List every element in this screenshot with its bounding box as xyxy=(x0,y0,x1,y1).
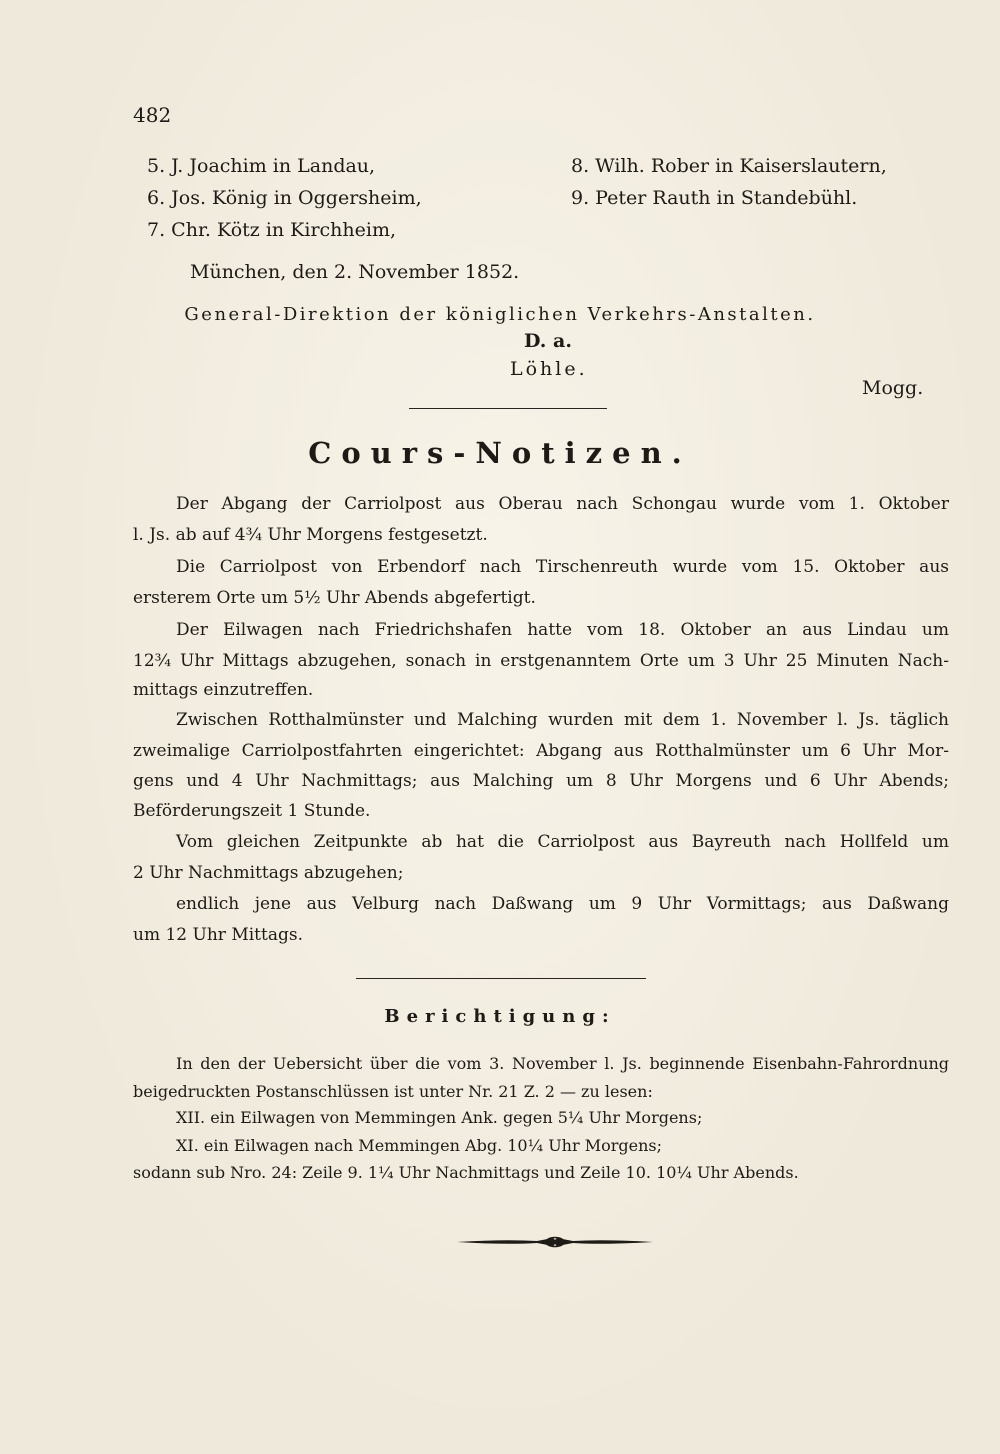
name-item-8: 8. Wilh. Rober in Kaiserslautern, xyxy=(571,155,887,177)
notice-line: Der Abgang der Carriolpost aus Oberau nach Schongau wurde vom 1. Oktober xyxy=(176,494,949,514)
name-item-7: 7. Chr. Kötz in Kirchheim, xyxy=(147,219,397,241)
notice-line: Die Carriolpost von Erbendorf nach Tirschenreuth wurde vom 15. Oktober aus xyxy=(176,557,949,577)
name-item-9: 9. Peter Rauth in Standebühl. xyxy=(571,187,858,209)
notice-line: 12¾ Uhr Mittags abzugehen, sonach in erstgenanntem Orte um 3 Uhr 25 Minuten Nach- xyxy=(133,651,949,671)
correction-line: XII. ein Eilwagen von Memmingen Ank. gegen 5¼ Uhr Morgens; xyxy=(176,1108,703,1127)
page-number: 482 xyxy=(133,103,172,127)
notice-line: Beförderungszeit 1 Stunde. xyxy=(133,801,371,821)
notice-line: 2 Uhr Nachmittags abzugehen; xyxy=(133,863,404,883)
notice-line: zweimalige Carriolpostfahrten eingerichtet: Abgang aus Rotthalmünster um 6 Uhr Mor- xyxy=(133,741,949,761)
notice-line: l. Js. ab auf 4¾ Uhr Morgens festgesetzt. xyxy=(133,525,488,545)
section-title: Cours-Notizen. xyxy=(308,436,692,470)
signer-loehle: Löhle. xyxy=(510,358,588,380)
signer-mogg: Mogg. xyxy=(862,377,924,399)
divider-rule xyxy=(409,408,607,409)
name-item-6: 6. Jos. König in Oggersheim, xyxy=(147,187,422,209)
divider-rule xyxy=(356,978,646,979)
notice-line: um 12 Uhr Mittags. xyxy=(133,925,303,945)
correction-title: Berichtigung: xyxy=(384,1006,616,1027)
notice-line: Vom gleichen Zeitpunkte ab hat die Carriolpost aus Bayreuth nach Hollfeld um xyxy=(176,832,949,852)
notice-line: mittags einzutreffen. xyxy=(133,680,314,700)
name-item-5: 5. J. Joachim in Landau, xyxy=(147,155,376,177)
date-line: München, den 2. November 1852. xyxy=(190,261,520,283)
correction-line: XI. ein Eilwagen nach Memmingen Abg. 10¼ Uhr Morgens; xyxy=(176,1136,662,1155)
notice-line: gens und 4 Uhr Nachmittags; aus Malching um 8 Uhr Morgens und 6 Uhr Abends; xyxy=(133,771,949,791)
correction-line: beigedruckten Postanschlüssen ist unter Nr. 21 Z. 2 — zu lesen: xyxy=(133,1082,653,1101)
notice-line: ersterem Orte um 5½ Uhr Abends abgefertigt. xyxy=(133,588,536,608)
authority-heading: General-Direktion der königlichen Verkehrs-Anstalten. xyxy=(184,304,816,325)
notice-line: endlich jene aus Velburg nach Daßwang um 9 Uhr Vormittags; aus Daßwang xyxy=(176,894,949,914)
da-mark: D. a. xyxy=(524,330,572,352)
notice-line: Zwischen Rotthalmünster und Malching wurden mit dem 1. November l. Js. täglich xyxy=(176,710,949,730)
correction-line: sodann sub Nro. 24: Zeile 9. 1¼ Uhr Nachmittags und Zeile 10. 10¼ Uhr Abends. xyxy=(133,1163,799,1182)
correction-line: In den der Uebersicht über die vom 3. November l. Js. beginnende Eisenbahn-Fahrordnung xyxy=(176,1054,949,1073)
notice-line: Der Eilwagen nach Friedrichshafen hatte vom 18. Oktober an aus Lindau um xyxy=(176,620,949,640)
ornament-divider xyxy=(455,1232,655,1252)
